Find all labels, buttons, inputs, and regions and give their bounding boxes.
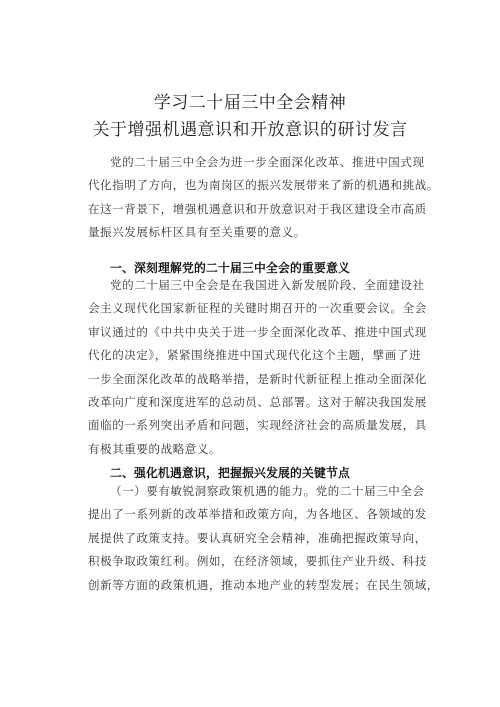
- paragraph-line: 会主义现代化国家新征程的关键时期召开的一次重要会议。全会: [88, 301, 427, 316]
- paragraph-line: 一步全面深化改革的战略举措，是新时代新征程上推动全面深化: [88, 371, 427, 386]
- paragraph-line: 积极争取政策红利。例如，在经济领域，要抓住产业升级、科技: [88, 554, 427, 569]
- paragraph-line: 改革向广度和深度进军的总动员、总部署。这对于解决我国发展: [88, 394, 427, 409]
- section-2-paragraph: [88, 480, 439, 597]
- paragraph-line: 代化指明了方向，也为南岗区的振兴发展带来了新的机遇和挑战。: [88, 178, 439, 193]
- document-title-line-2: 关于增强机遇意识和开放意识的研讨发言: [92, 120, 408, 140]
- paragraph-line: 面临的一系列突出矛盾和问题，实现经济社会的高质量发展，具: [88, 418, 427, 433]
- paragraph-line: 创新等方面的政策机遇，推动本地产业的转型发展；在民生领域，: [88, 577, 439, 592]
- paragraph-line: 党的二十届三中全会为进一步全面深化改革、推进中国式现: [110, 155, 425, 169]
- document-title-line-1: 学习二十届三中全会精神: [153, 93, 347, 113]
- paragraph-line: 审议通过的《中共中央关于进一步全面深化改革、推进中国式现: [88, 324, 427, 339]
- paragraph-line: 党的二十届三中全会是在我国进入新发展阶段、全面建设社: [110, 278, 425, 292]
- section-1-heading: 一、深刻理解党的二十届三中全会的重要意义: [110, 261, 350, 275]
- paragraph-line: 展提供了政策支持。要认真研究全会精神，准确把握政策导向，: [88, 530, 427, 545]
- paragraph-line: 代化的决定》，紧紧围绕推进中国式现代化这个主题，擘画了进: [88, 348, 422, 363]
- section-1-paragraph: [88, 274, 428, 461]
- paragraph-line: 提出了一系列新的改革举措和政策方向，为各地区、各领域的发: [88, 507, 427, 522]
- section-2-heading: 二、强化机遇意识，把握振兴发展的关键节点: [110, 466, 350, 480]
- paragraph-line: （一）要有敏锐洞察政策机遇的能力。党的二十届三中全会: [110, 484, 425, 498]
- paragraph-line: 在这一背景下，增强机遇意识和开放意识对于我区建设全市高质: [88, 201, 427, 216]
- intro-paragraph: [88, 151, 439, 245]
- paragraph-line: 量振兴发展标杆区具有至关重要的意义。: [88, 225, 306, 240]
- paragraph-line: 有极其重要的战略意义。: [88, 441, 222, 456]
